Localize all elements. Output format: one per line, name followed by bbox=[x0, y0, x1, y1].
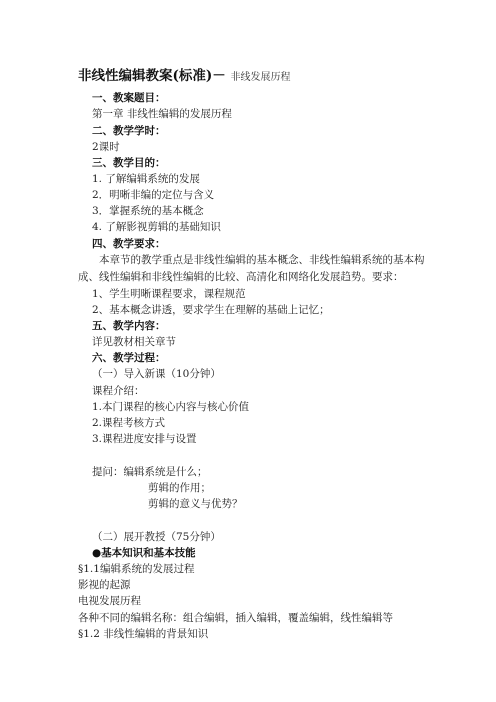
part-one-heading: （一）导入新课（10分钟） bbox=[92, 368, 221, 380]
heading-goals: 三、教学目的： bbox=[92, 157, 166, 169]
heading-requirements: 四、教学要求： bbox=[92, 238, 166, 250]
chapter-text: 第一章 非线性编辑的发展历程 bbox=[92, 108, 232, 120]
part-two-heading: （二）展开教授（75分钟） bbox=[92, 531, 221, 543]
film-origin-text: 影视的起源 bbox=[78, 579, 131, 591]
heading-process: 六、教学过程： bbox=[92, 352, 166, 364]
title-main: 非线性编辑教案(标准) bbox=[78, 68, 213, 84]
heading-content: 五、教学内容： bbox=[92, 320, 166, 332]
title-subtitle: 非线发展历程 bbox=[230, 72, 291, 83]
question-item: 剪辑的作用； bbox=[148, 482, 211, 494]
intro-item: 1.本门课程的核心内容与核心价值 bbox=[92, 401, 250, 413]
heading-hours: 二、教学学时： bbox=[92, 125, 166, 137]
section-1-1: §1.1编辑系统的发展过程 bbox=[78, 563, 195, 575]
goal-item: 2．明晰非编的定位与含义 bbox=[92, 189, 215, 201]
goal-item: 1. 了解编辑系统的发展 bbox=[92, 173, 200, 185]
requirements-paragraph: 本章节的教学重点是非线性编辑的基本概念、非线性编辑系统的基本构成、线性编辑和非线性编辑的比较、高清化和网络化发展趋势。要求： bbox=[78, 254, 425, 283]
document-title bbox=[78, 67, 290, 87]
edit-names-text: 各种不同的编辑名称：组合编辑，插入编辑，覆盖编辑，线性编辑等 bbox=[78, 612, 393, 624]
goal-item: 4. 了解影视剪辑的基础知识 bbox=[92, 221, 221, 233]
requirement-item: 2、基本概念讲透，要求学生在理解的基础上记忆； bbox=[92, 304, 330, 316]
question-label: 提问：编辑系统是什么； bbox=[92, 466, 208, 478]
tv-history-text: 电视发展历程 bbox=[78, 595, 141, 607]
hours-text: 2课时 bbox=[92, 141, 120, 153]
section-1-2: §1.2 非线性编辑的背景知识 bbox=[78, 628, 209, 640]
intro-label: 课程介绍： bbox=[92, 385, 145, 397]
title-separator: － bbox=[212, 68, 231, 84]
heading-topic: 一、教案题目： bbox=[92, 92, 166, 104]
question-item: 剪辑的意义与优势？ bbox=[148, 498, 243, 510]
goal-item: 3．掌握系统的基本概念 bbox=[92, 205, 204, 217]
content-text: 详见教材相关章节 bbox=[92, 336, 176, 348]
requirement-item: 1、学生明晰课程要求，课程规范 bbox=[92, 288, 246, 300]
intro-item: 3.课程进度安排与设置 bbox=[92, 433, 197, 445]
basic-knowledge-heading: ●基本知识和基本技能 bbox=[92, 547, 196, 559]
intro-item: 2.课程考核方式 bbox=[92, 417, 166, 429]
